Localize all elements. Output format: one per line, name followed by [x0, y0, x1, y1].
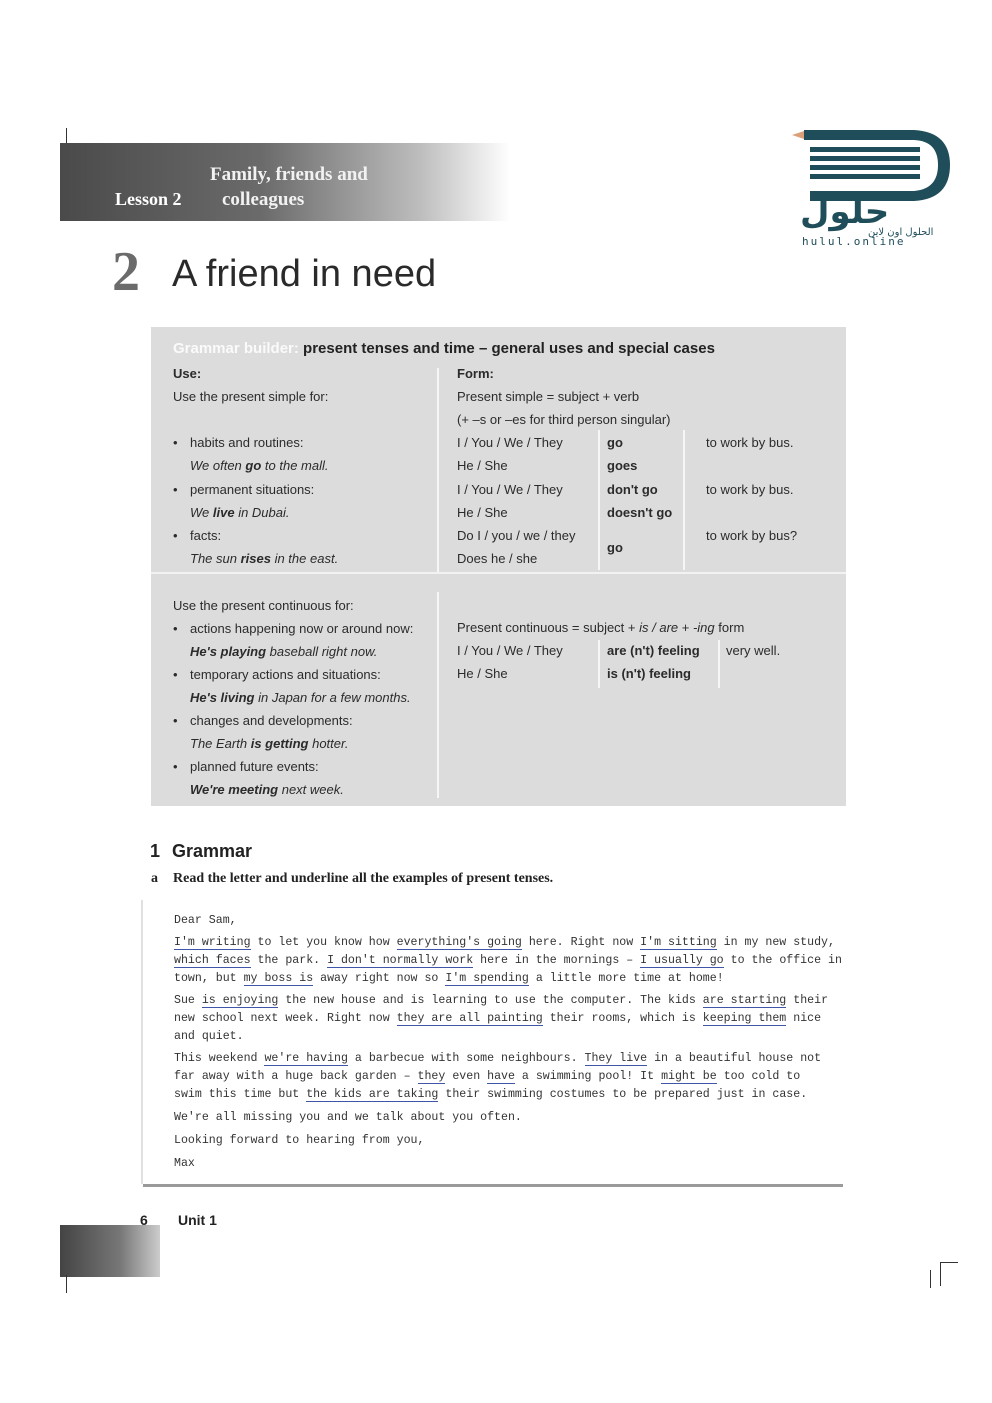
- simple-intro: Use the present simple for:: [173, 389, 329, 404]
- underlined-tense: everything's going: [396, 936, 522, 949]
- letter-text: here in the mornings –: [473, 954, 641, 967]
- letter-line: [174, 994, 828, 1007]
- site-logo[interactable]: [790, 127, 960, 247]
- letter-text: in my new study,: [716, 936, 835, 949]
- underlined-tense: are starting: [702, 994, 787, 1007]
- underlined-tense: is enjoying: [201, 994, 279, 1007]
- lesson-number: 2: [112, 241, 140, 303]
- continuous-use-label: • actions happening now or around now:: [190, 621, 413, 636]
- logo-arabic: حلول: [800, 192, 890, 232]
- form-verb: go: [607, 540, 623, 555]
- letter-text: even: [445, 1070, 488, 1083]
- underlined-tense: which faces: [174, 954, 251, 967]
- letter-closing: Looking forward to hearing from you,: [174, 1134, 425, 1147]
- letter-line: [174, 1088, 807, 1101]
- underlined-tense: the kids are taking: [306, 1088, 439, 1101]
- underlined-tense: keeping them: [702, 1012, 787, 1025]
- lesson-topic-line1: Family, friends and: [210, 164, 368, 185]
- table-divider: [598, 640, 600, 688]
- exercise-title: Grammar: [172, 841, 253, 861]
- crop-mark: [940, 1262, 941, 1286]
- letter-text: here. Right now: [521, 936, 641, 949]
- grammar-builder-title: [173, 340, 715, 357]
- underlined-tense: They live: [584, 1052, 648, 1065]
- letter-greeting: Dear Sam,: [174, 914, 237, 927]
- underlined-tense: I'm spending: [445, 972, 529, 985]
- letter-text: the new house and is learning to use the computer. The kids: [278, 994, 703, 1007]
- simple-use-label: • facts:: [190, 528, 221, 543]
- underlined-tense: might be: [661, 1070, 717, 1083]
- continuous-intro: Use the present continuous for:: [173, 598, 354, 613]
- letter-text: nice: [786, 1012, 822, 1025]
- letter-text: This weekend: [174, 1052, 265, 1065]
- form-subject: I / You / We / They: [457, 435, 563, 450]
- letter-text: a little more time at home!: [528, 972, 724, 985]
- form-rest: very well.: [726, 643, 781, 658]
- letter-text: new school next week. Right now: [174, 1012, 397, 1025]
- form-subject: I / You / We / They: [457, 643, 563, 658]
- form-subject: He / She: [457, 666, 508, 681]
- table-divider: [598, 430, 600, 570]
- form-subject: He / She: [457, 458, 508, 473]
- letter-text: town, but: [174, 972, 244, 985]
- letter-text: to the office in: [723, 954, 842, 967]
- lesson-topic-line2: colleagues: [222, 189, 305, 210]
- letter-text: in a beautiful house not: [647, 1052, 822, 1065]
- simple-use-example: The sun rises in the east.: [190, 551, 339, 566]
- underlined-tense: they: [417, 1070, 446, 1083]
- logo-arabic-sub: الحلول اون لاين: [868, 227, 934, 238]
- letter-text: Sue: [174, 994, 202, 1007]
- simple-use-label: • habits and routines:: [190, 435, 303, 450]
- letter-text: their swimming costumes to be prepared just in case.: [438, 1088, 808, 1101]
- letter-text: too cold to: [716, 1070, 801, 1083]
- form-verb: is (n't) feeling: [607, 666, 691, 681]
- form-header: Form:: [457, 366, 494, 381]
- letter-line: [174, 936, 835, 949]
- letter-line: [174, 972, 724, 985]
- column-divider: [437, 592, 439, 798]
- form-rest: to work by bus.: [706, 482, 794, 497]
- letter-text: a swimming pool! It: [514, 1070, 662, 1083]
- underlined-tense: I'm writing: [174, 936, 251, 949]
- continuous-form: Present continuous = subject + is / are + -ing form: [457, 620, 745, 635]
- unit-label: Unit 1: [178, 1212, 217, 1228]
- letter-text: their: [786, 994, 829, 1007]
- letter-text: their rooms, which is: [542, 1012, 703, 1025]
- column-divider: [437, 368, 439, 572]
- book-pencil-logo-icon: [790, 127, 960, 247]
- underlined-tense: they are all painting: [396, 1012, 543, 1025]
- underlined-tense: I'm sitting: [640, 936, 717, 949]
- letter-signature: Max: [174, 1157, 195, 1170]
- continuous-use-label: • temporary actions and situations:: [190, 667, 381, 682]
- grammar-builder-heading: present tenses and time – general uses and special cases: [303, 340, 715, 357]
- letter-text: swim this time but: [174, 1088, 307, 1101]
- use-header: Use:: [173, 366, 202, 381]
- form-subject: Does he / she: [457, 551, 538, 566]
- underlined-tense: I don't normally work: [327, 954, 474, 967]
- continuous-use-example: We're meeting next week.: [190, 782, 344, 797]
- simple-form-line2: (+ –s or –es for third person singular): [457, 412, 671, 427]
- table-divider: [718, 640, 720, 688]
- crop-mark: [66, 1275, 67, 1293]
- letter-text: away right now so: [313, 972, 446, 985]
- page-number: 6: [140, 1212, 148, 1228]
- grammar-builder-lead: Grammar builder:: [173, 340, 299, 357]
- letter-text: the park.: [250, 954, 328, 967]
- continuous-use-label: • changes and developments:: [190, 713, 353, 728]
- form-verb: go: [607, 435, 623, 450]
- continuous-use-example: The Earth is getting hotter.: [190, 736, 349, 751]
- continuous-use-example: He's playing baseball right now.: [190, 644, 378, 659]
- form-rest: to work by bus.: [706, 435, 794, 450]
- underlined-tense: my boss is: [243, 972, 314, 985]
- table-divider: [683, 430, 685, 570]
- letter-text: and quiet.: [174, 1030, 244, 1043]
- underlined-tense: have: [487, 1070, 515, 1083]
- simple-form-line1: Present simple = subject + verb: [457, 389, 640, 404]
- simple-use-example: We live in Dubai.: [190, 505, 290, 520]
- letter-line: [174, 1052, 821, 1065]
- footer-block: [60, 1225, 160, 1277]
- letter-text: far away with a huge back garden –: [174, 1070, 418, 1083]
- underlined-tense: I usually go: [640, 954, 724, 967]
- exercise-part: a: [151, 871, 158, 886]
- form-rest: to work by bus?: [706, 528, 798, 543]
- letter-line: We're all missing you and we talk about you often.: [174, 1111, 522, 1124]
- simple-use-example: We often go to the mall.: [190, 458, 329, 473]
- grammar-builder-divider: [151, 572, 846, 574]
- form-subject: I / You / We / They: [457, 482, 563, 497]
- letter-line: [174, 954, 842, 967]
- form-verb: doesn't go: [607, 505, 673, 520]
- logo-latin: hulul.online: [802, 235, 906, 247]
- letter-text: to let you know how: [250, 936, 397, 949]
- exercise-number: 1: [150, 841, 161, 861]
- letter-text: a barbecue with some neighbours.: [347, 1052, 585, 1065]
- exercise-instruction: Read the letter and underline all the examples of present tenses.: [173, 871, 554, 886]
- simple-use-label: • permanent situations:: [190, 482, 314, 497]
- lesson-label: Lesson 2: [115, 189, 182, 209]
- underlined-tense: we're having: [264, 1052, 348, 1065]
- form-verb: goes: [607, 458, 638, 473]
- letter-line: [174, 1030, 244, 1043]
- page-title: A friend in need: [172, 253, 437, 295]
- continuous-use-example: He's living in Japan for a few months.: [190, 690, 411, 705]
- form-subject: Do I / you / we / they: [457, 528, 576, 543]
- letter-line: [174, 1012, 821, 1025]
- form-verb: are (n't) feeling: [607, 643, 700, 658]
- crop-mark: [930, 1270, 931, 1288]
- form-verb: don't go: [607, 482, 658, 497]
- form-subject: He / She: [457, 505, 508, 520]
- crop-mark: [940, 1262, 958, 1263]
- letter-line: [174, 1070, 800, 1083]
- continuous-use-label: • planned future events:: [190, 759, 319, 774]
